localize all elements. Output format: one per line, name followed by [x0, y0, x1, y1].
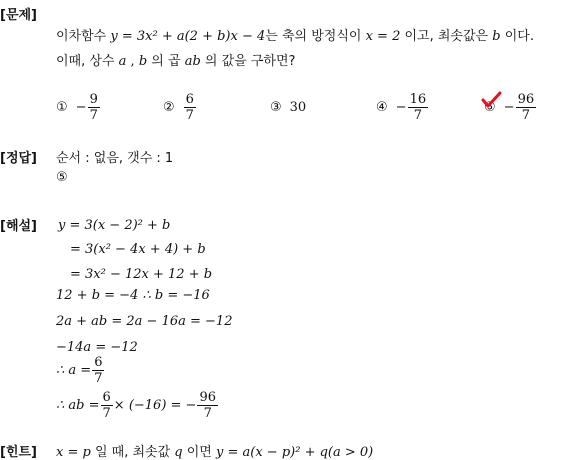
problem-heading: [문제]	[0, 8, 37, 23]
variable-b: b	[138, 54, 148, 69]
fraction-denominator: 7	[102, 406, 111, 421]
problem-text: 이때, 상수	[56, 54, 115, 69]
answer-info: 순서 : 없음, 갯수 : 1	[56, 151, 174, 166]
fraction-denominator: 7	[521, 108, 530, 123]
fraction-denominator: 7	[89, 108, 98, 123]
option-fraction	[184, 92, 196, 123]
solution-line-2	[70, 242, 206, 257]
math-expression: 12 + b = −4 ∴ b = −16	[56, 288, 210, 303]
option-sign: −	[75, 100, 87, 115]
hint-line	[56, 441, 373, 460]
solution-line-5	[56, 314, 232, 329]
hint-equation: y = a(x − p)² + q(a > 0)	[216, 445, 374, 460]
variable-ab: ab	[184, 54, 201, 69]
fraction-denominator: 7	[94, 371, 103, 386]
solution-fraction	[197, 390, 218, 421]
math-expression: = 3(x² − 4x + 4) + b	[70, 242, 206, 257]
problem-text: 의 값을 구하면?	[204, 54, 296, 69]
problem-text: 이다.	[504, 29, 534, 44]
option-fraction	[516, 92, 537, 123]
fraction-denominator: 7	[203, 406, 212, 421]
solution-heading: [해설]	[0, 219, 37, 234]
option-number: ④	[376, 100, 388, 115]
problem-equation: y = 3x² + a(2 + b)x − 4	[110, 29, 266, 44]
checkmark-icon	[480, 90, 502, 110]
solution-fraction	[92, 355, 104, 386]
solution-line-4	[56, 288, 210, 303]
solution-line-1	[58, 218, 170, 233]
hint-equation: x = p	[56, 445, 91, 460]
comma: ,	[130, 54, 135, 69]
solution-line-7	[56, 355, 105, 386]
math-expression: = 3x² − 12x + 12 + b	[70, 267, 213, 282]
problem-line-1	[56, 25, 534, 44]
math-expression: 2a + ab = 2a − 16a = −12	[56, 314, 233, 329]
option-1[interactable]	[56, 92, 101, 123]
fraction-numerator: 6	[185, 92, 194, 107]
solution-fraction	[101, 390, 113, 421]
fraction-denominator: 7	[185, 108, 194, 123]
option-number: ②	[163, 100, 175, 115]
option-number: ⑤	[484, 100, 496, 115]
math-expression: ∴ ab =	[56, 398, 100, 413]
option-4[interactable]	[376, 92, 429, 123]
math-expression: × (−16) = −	[113, 398, 197, 413]
hint-text: 이면	[186, 445, 212, 460]
fraction-numerator: 96	[199, 390, 216, 405]
axis-equation: x = 2	[365, 29, 401, 44]
solution-line-3	[70, 267, 212, 282]
option-fraction	[408, 92, 429, 123]
answer-heading: [정답]	[0, 151, 37, 166]
option-2[interactable]	[163, 92, 197, 123]
math-expression: ∴ a =	[56, 363, 92, 378]
option-number: ①	[56, 100, 68, 115]
fraction-denominator: 7	[413, 108, 422, 123]
problem-text: 는 축의 방정식이	[265, 29, 362, 44]
hint-heading: [힌트]	[0, 445, 37, 460]
hint-variable: q	[174, 445, 183, 460]
problem-text: 의 곱	[151, 54, 181, 69]
problem-line-2	[56, 50, 295, 69]
math-expression: y = 3(x − 2)² + b	[58, 218, 171, 233]
fraction-numerator: 6	[102, 390, 111, 405]
math-expression: −14a = −12	[56, 340, 138, 355]
option-5[interactable]	[484, 92, 537, 123]
option-sign: −	[503, 100, 515, 115]
option-number: ③	[270, 100, 282, 115]
fraction-numerator: 6	[94, 355, 103, 370]
variable-b: b	[492, 29, 501, 44]
solution-line-6	[56, 340, 138, 355]
fraction-numerator: 16	[409, 92, 427, 107]
option-fraction	[88, 92, 100, 123]
problem-text: 이차함수	[56, 29, 107, 44]
problem-text: 이고, 최솟값은	[404, 29, 489, 44]
solution-line-8	[56, 390, 219, 421]
option-3[interactable]	[270, 100, 306, 115]
option-sign: −	[395, 100, 407, 115]
hint-text: 일 때, 최솟값	[94, 445, 171, 460]
fraction-numerator: 9	[89, 92, 98, 107]
fraction-numerator: 96	[517, 92, 535, 107]
answer-choice: ⑤	[56, 170, 68, 185]
variable-a: a	[118, 54, 127, 69]
option-value: 30	[289, 100, 307, 115]
